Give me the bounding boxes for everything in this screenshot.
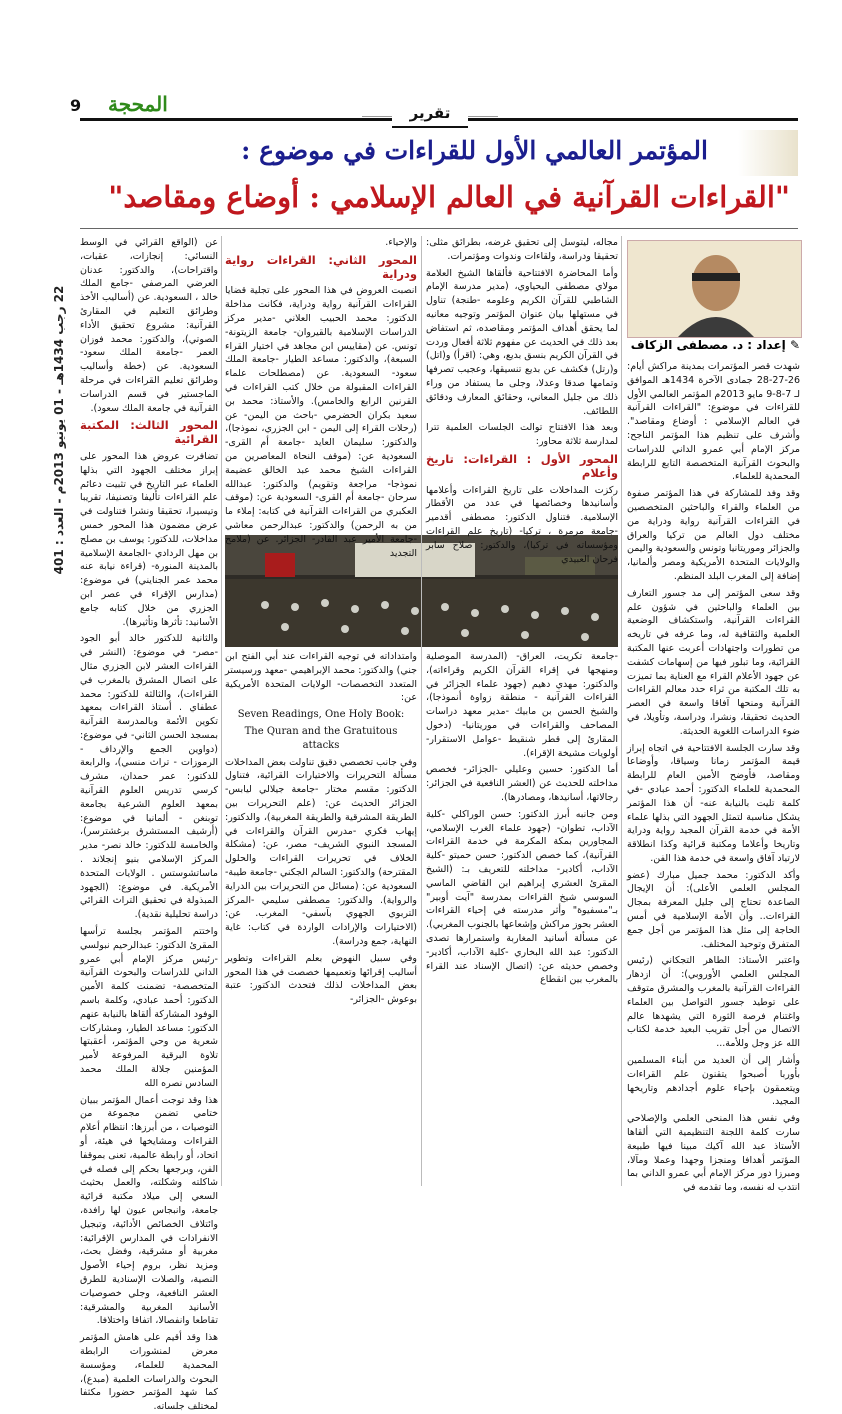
column-rule: [621, 236, 622, 1186]
headline-block: [80, 180, 798, 226]
column-3-bottom: [225, 650, 417, 1190]
column-1: [627, 360, 800, 1195]
paragraph: ركزت المداخلات على تاريخ القراءات وأعلامها وأسانيدها وخصائصها في عدد من الأقطار الإسلامية. فتناول الدكتور: مصطفى أقدمير -جامعة مرمرة ، تركيا- (تاريخ علم القراءات ومؤسساته في تركيا)، والدكتور: صلاح سابر فرحان العبيدي: [426, 484, 618, 565]
column-4: [80, 236, 218, 1413]
paragraph: عن (الواقع القرائي في الوسط النسائي: إنجازات، عقبات، واقتراحات)، والدكتور: عدنان العرضي المرصفي -جامع الملك خالد ، السعودية. عن (أساليب الأخذ وطرائق التعليم في المقارئ القرآنية: مشروع تحقيق الأداء الصوتي)، والدكتور: محمد فوزان العمر -جامعة الملك سعود- السعودية. عن (خطة وأساليب وطرائق تعليم القراءات في مرحلة الماجستير في قسم الدراسات القرآنية في جامعة الملك سعود).: [80, 237, 218, 414]
paragraph: وقد وفد للمشاركة في هذا المؤتمر صفوة من العلماء والقراء والباحثين المتخصصين في القراءات القرآنية رواية ودراية من مختلف دول العالم من تركيا والعراق والجزائر وموريتانيا وتونس والسعودية واليمن والولايات المتحدة الأمريكية ومصر وألمانيا، إضافة إلى المغرب البلد المنظم.: [627, 488, 800, 582]
page-number: 9: [70, 96, 82, 115]
column-2: [426, 236, 618, 636]
paragraph: مجاله، ليتوسل إلى تحقيق غرضه، بطرائق مثلى: تحقيقا ودراسة، ولقاءات وندوات ومؤتمرات.: [426, 237, 618, 262]
paragraph: وامتداداته في توجيه القراءات عند أبي الفتح ابن جني) والدكتور: محمد الإبراهيمي -معهد ورسيستر المتعدد التخصصات- الولايات المتحدة الأمريكية عن:: [225, 651, 417, 704]
article-kicker: المؤتمر العالمي الأول للقراءات في موضوع :: [241, 136, 708, 165]
paragraph: وأشار إلى أن العديد من أبناء المسلمين بأوربا أصبحوا يتقنون علم القراءات ويتعمقون بإحياء علوم أجدادهم وتاريخها المجيد.: [627, 1055, 800, 1108]
issue-info-text: 22 رجب 1434هـ - 01 يونيو 2013م - العدد : 401: [52, 285, 66, 575]
paragraph: وفي نفس هذا المنحى العلمي والإصلاحي سارت كلمة اللجنة التنظيمية التي ألقاها الأستاذ عبد الله آكيك مبينا فيها طبيعة المؤتمر أهدافا ومنجزا وجهدا وعملا ومآلا، ومبرزا دور مركز الإمام أبي عمرو الداني بما انتدب له نفسه، وما تقدمه في: [627, 1113, 800, 1194]
section-heading: المحور الثالث: المكتبة القرائية: [80, 418, 218, 447]
column-rule: [221, 236, 222, 1186]
author-byline: [627, 338, 800, 358]
paragraph: هذا وقد أقيم على هامش المؤتمر معرض لمنشورات الرابطة المحمدية للعلماء، ومؤسسة البحوث والدراسات العلمية (مبدع)، كما شهد المؤتمر حضورا مكثفا لمختلف جلساته.: [80, 1332, 218, 1413]
issue-info: [48, 150, 70, 710]
paragraph: وفي جانب تخصصي دقيق تناولت بعض المداخلات مسألة التحريرات والاختيارات القرائية، فتناول الدكتور: مقسم مختار -جامعة جيلالي ليابس- الجزائر الحديث عن: (علم التحريرات بين الطريقة المشرقية والطريقة المغربية)، والدكتور: إيهاب فكري -مدرس القرآن والقراءات في المسجد النبوي الشريف- مصر، عن: (مشكلة الخلاف في تحريرات القراءات والحلول المقترحة) والدكتور: السالم الجكني -جامعة طيبة- السعودية عن: (مسائل من التحريرات بين الدراية والرواية). والدكتور: مصطفى سليمي -المركز التربوي الجهوي بآسفي- المغرب. عن: (الاختيارات والإرادات الواردة في كتاب: غاية النهاية، جمع ودراسة).: [225, 756, 417, 947]
paragraph: والإحياء.: [385, 237, 417, 248]
kicker-block: [80, 130, 798, 176]
paragraph: واعتبر الأستاذ: الطاهر التجكاني (رئيس المجلس العلمي الأوروبي): أن ازدهار القراءات القرآنية بالمغرب والمشرق متوقف على توطيد جسور التواصل بين العلماء واغتنام فرصة الثورة التي يشهدها عالم الاتصال من أجل تقريب البعيد خدمة لكتاب الله عز وجل وللأمة...: [627, 955, 800, 1050]
paragraph: واختتم المؤتمر بجلسة ترأسها المقرئ الدكتور: عبدالرحيم نبولسي -رئيس مركز الإمام أبي عمرو الداني للدراسات والبحوث القرآنية المتخصصة- تضمنت كلمة الأمين الدكتور: أحمد عبادي، وكلمة باسم الوفود المشاركة ألقاها بالنيابة عنهم الدكتور: مساعد الطيار، ومشاركات شعرية من وحي المؤتمر، أعقبتها تلاوة البرقية المرفوعة لأمير المؤمنين جلالة الملك محمد السادس نصره الله: [80, 926, 218, 1089]
english-title-line: The Quran and the Gratuitous attacks: [244, 725, 398, 751]
paragraph: وأكد الدكتور: محمد جميل مبارك (عضو المجلس العلمي الأعلى): أن الإيجال الصاعدة تحتاج إلى جليل المعرفة بمجال القراءات.. وأن الأمة الإسلامية في أمس الحاجة إلى مثل هذا المؤتمر من أجل جمع المتفرق وتوحيد المختلف.: [627, 869, 800, 950]
kicker-decoration: [738, 130, 798, 176]
paragraph: شهدت قصر المؤتمرات بمدينة مراكش أيام: 26-27-28 جمادى الآخرة 1434هـ الموافق لـ 7-8-9 مايو 2013م المؤتمر العالمي الأول للقراءات في موضوع: "القراءات القرآنية في العالم الإسلامي : أوضاع ومقاصد". وأشرف على تنظيم هذا المؤتمر الناجح: مركز الإمام أبي عمرو الداني للدراسات والبحوث القرآنية المتخصصة التابع للرابطة المحمدية للعلماء.: [627, 361, 800, 483]
section-heading: المحور الأول : القراءات: تاريخ وأعلام: [426, 451, 618, 480]
column-3: [225, 236, 417, 636]
magazine-masthead: المحجة: [108, 92, 168, 116]
paragraph: انصبت العروض في هذا المحور على تجلية قضايا القراءات القرآنية رواية ودراية، فكانت مداخلة الدكتور: محمد الحبيب العلاني -مدير مركز الدراسات الإسلامية بالقيروان- جامعة الزيتونة- تونس. عن (مقاييس ابن مجاهد في اختيار القراء السبعة)، والدكتور: مساعد الطيار -جامعة الملك سعود- السعودية. عن (مصطلحات علماء القراءات المقبولة من خلال كتب القراءات في القرنين الرابع والخامس). والأستاذ: محمد بن سعيد بكران الحضرمي -باحث من اليمن- عن (رحلات القراء إلى اليمن - ابن الجزري، نموذجا)، والدكتور: سليمان العايد -جامعة أم القرى- السعودية عن: (موقف النحاة المعاصرين من القراءات الشيخ محمد عبد الخالق عضيمة نموذجا- مراجعة وتقويم) والدكتور: عبدالله سرحان -جامعة أم القرى- السعودية عن: (موقف العكبري من القراءات القرآنية في كتابه: إملاء ما من به الرحمن) والدكتور: عبدالرحمن معاشي -جامعة الأمير عبد القادر- الجزائر. عن (ملامح التجديد: [225, 285, 417, 559]
english-title-line: Seven Readings, One Holy Book:: [237, 709, 405, 721]
paragraph: ومن جانبه أبرز الدكتور: حسن الوراكلي -كلية الآداب، تطوان- (جهود علماء الغرب الإسلامي، المجاورين بمكة المكرمة في خدمة القراءات القرآنية)، كما خصص الدكتور: حسن حميتو -كلية الآداب، أكادير- مداخلته للتعريف بـ: (الشيخ المقرئ العشري إبراهيم ابن القاضي الماسي السوسي شيخ القراءات بمدرسة "آيت أوبير" بـ"مسفيوة" وأثر مدرسته في إحياء القراءات العشر بحوز مراكش وإشعاعها بالجنوب المغربي). عن مسألة أسانيد المغاربة واستمرارها تصدى الدكتور: عبد الله البخاري -كلية الآداب، أكادير- وخصص حديثه عن: (اتصال الإسناد عند القراء بالمغرب بين انقطاع: [426, 808, 618, 986]
article-headline: "القراءات القرآنية في العالم الإسلامي : أوضاع ومقاصد": [108, 180, 790, 214]
author-name: إعداد : د. مصطفى الزكاف: [630, 338, 786, 352]
paragraph: وقد سارت الجلسة الافتتاحية في اتجاه إبراز قيمة المؤتمر زمانا وسياقا، وأوضاعا ومقاصد، فأوضح الأمين العام للرابطة المحمدية للعلماء الدكتور: أحمد عبادي -في كلمة تليت بالنيابة عنه- أن هذا المؤتمر يشكل مناسبة لتمثل الجهود التي بذلها علماء الأمة في خدمة القرآن المجيد رواية ودراية وتاريخا وأعلاما ومكتبة قرائية وكذا انطلاقة لارتياد آفاق واسعة في خدمة هذا الفن.: [627, 742, 800, 864]
author-photo: [627, 240, 802, 338]
column-rule: [421, 236, 422, 1186]
paragraph: وقد سعى المؤتمر إلى مد جسور التعارف بين العلماء والباحثين في شؤون علم القراءات القرآنية، واستكشاف الوضعية العلمية والثقافية له، وما عرفه في تاريخه من تطورات واجتهادات أعربت عنها المكتبة القرائية، وما تبلور فيها من إسهامات كشفت عن جهود الأعلام القراء مع العناية بما تميزت به تلك المكتبة من ثراء حدد معالم القراءات القرآنية ومنحها آفاقا واسعة في العصر الحديث تحقيقا، ونشرا، ودراسة، وتأويلا، في ضوء الدراسات اللغوية الحديثة.: [627, 587, 800, 737]
paragraph: وبعد هذا الافتتاح توالت الجلسات العلمية تترا لمدارسة ثلاثة محاور:: [426, 422, 618, 448]
section-label: تقرير: [392, 104, 468, 128]
paragraph: والثانية للدكتور خالد أبو الجود -مصر- في موضوع: (النشر في القراءات العشر لابن الجزري مثال على اتصال المشرق بالمغرب في القراءات)، والثالثة للدكتور: محمد عطفاي . أستاذ القراءات بمعهد تكوين الأئمة وبالمدرسة القرآنية بمسجد الحسن الثاني- في موضوع: (دواوين الجمع والإرداف - الرموزات - تراث منسي)، والرابعة للدكتور: عمر حمدان، مشرف كرسي تدريس العلوم القرآنية بمعهد العلوم الشرعية بجامعة توبنغن - ألمانيا في موضوع: (أرشيف المستشرق برغشترسر)، والخامسة للدكتور: خالد نصر- مدير المركز الإسلامي بنيو إنجلاند . ماساتشوستس . الولايات المتحدة الأمريكية. في موضوع: (الجهود المبذولة في تحقيق التراث القرائي دراسة تحليلية نقدية).: [80, 633, 218, 921]
paragraph: وفي سبيل النهوض بعلم القراءات وتطوير أساليب إقرائها وتعميمها خصصت في هذا المحور بعض المداخلات لذلك فتحدث الدكتور: عتبة بوعوش -الجزائر-: [225, 952, 417, 1006]
title-divider: [80, 228, 798, 229]
paragraph: هذا وقد توجت أعمال المؤتمر ببيان ختامي تضمن مجموعة من التوصيات ، من أبرزها: انتظام أعلام القراءات ومشايخها في هيئة، أو اتحاد، أو رابطة عالمية، تعنى بموقفا الفن، وبرجعها بحكم إلى فصله في شاكلته وشكلته، والعمل بحثيث السعي إلى ميلاد مكتبة قرائية جامعة، وانبجاس عيون لها رافدة، وائتلاف الخصائص الأدائية، وتبجيل الانفرادات في المدارس الإقرائية: مغربية أو مشرقية، وفضل بحث، ومزيد نظر، بروم إحياء الأصول النصية، والصلات الإسنادية للطرق العشر النافعية، وجلي خصوصيات الأسانيد المغربية والمشرقية: تقاطعا وانفصالا، اتفاقا واختلافا.: [80, 1094, 218, 1327]
section-heading: المحور الثاني: القراءات رواية ودراية: [225, 252, 417, 281]
paragraph: تضافرت عروض هذا المحور على إبراز مختلف الجهود التي بذلها العلماء عبر التاريخ في تثبيت دعائم علم القراءات تأليفا وتصنيفا، تقريبا وتيسيرا، تحقيقا ونشرا فتناولت في عرض مضمون هذا المحور خمس مداخلات، للدكتور: يوسف بن مصلح بن مهل الردادي -الجامعة الإسلامية بالمدينة المنورة- (قراءة نيابة عنه محمد عمر الجنايني) في موضوع: (مدارس الإقراء في عصر ابن الجزري من خلال كتابه جامع الأسانيد: تأثرها وتأثيرها).: [80, 450, 218, 628]
column-2-bottom: [426, 650, 618, 1190]
author-portrait-image: [628, 241, 801, 337]
paragraph: وأما المحاضرة الافتتاحية فألقاها الشيخ العلامة مولاي مصطفى البحياوي، (مدير مدرسة الإمام الشاطبي للقرآن الكريم وعلومه -طنجة) تناول في مستهلها بيان عنوان المؤتمر وتوجيه معانيه لما يحقق أهداف المؤتمر ومقاصده، ثم استفاض بعد ذلك في الحديث عن مفهوم ثلاثة أفعال وردت في القرآن الكريم بنسق بديع، وهي: (اقرأ) و(اتل) و(رتل) فكشف عن بديع تنسيقها، وعجيب تصرفها وتمامها صدقا وعدلا، وجلى ما يستفاد من وراء ذلك من جليل المعاني، وحقائق المعارف ودقائق اللطائف.: [426, 267, 618, 417]
paragraph: -جامعة تكريت، العراق- (المدرسة الموصلية ومنهجها في إقراء القرآن الكريم وقراءاته)، والدكتور: مهدي دهيم (جهود علماء الجزائر في القراءات القرآنية - منطقة زواوة أنموذجا)، والشيخ الحسن بن مابيك -مدير معهد دراسات المصاحف والقراءات في موريتانيا- (دخول المقارئ إلى قطر شنقيط -عوامل الاستقرار- أولويات مشيخة الإقراء).: [426, 651, 618, 759]
pen-icon: ✎: [785, 338, 800, 352]
paragraph: أما الدكتور: حسين وعليلي -الجزائر- فخصص مداخلته للحديث عن (العشر النافعية في الجزائر: رجالاتها، أسانيدها، ومصادرها).: [426, 764, 618, 803]
